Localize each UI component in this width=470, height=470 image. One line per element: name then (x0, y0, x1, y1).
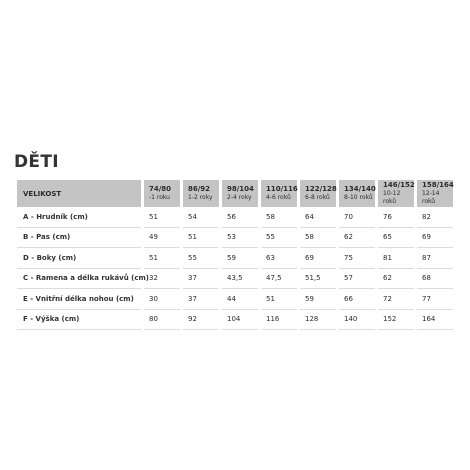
size-label: 110/116 (266, 185, 298, 193)
table-cell: 69 (417, 228, 453, 249)
age-label: 10-12 roků (383, 190, 401, 205)
table-cell: 54 (183, 207, 219, 228)
table-cell: 92 (183, 310, 219, 331)
column-header (378, 180, 414, 207)
table-cell: 51,5 (300, 269, 336, 290)
age-label: 6-8 roků (305, 194, 330, 201)
row-label: B - Pas (cm) (17, 228, 141, 249)
page-title: DĚTI (14, 152, 59, 172)
table-cell: 87 (417, 248, 453, 269)
row-label: D - Boky (cm) (17, 248, 141, 269)
table-cell: 104 (222, 310, 258, 331)
table-cell: 82 (417, 207, 453, 228)
table-cell: 72 (378, 289, 414, 310)
table-cell: 32 (144, 269, 180, 290)
table-cell: 51 (144, 207, 180, 228)
column-header (222, 180, 258, 207)
table-cell: 58 (261, 207, 297, 228)
table-cell: 51 (144, 248, 180, 269)
table-cell: 80 (144, 310, 180, 331)
table-row (17, 207, 453, 228)
table-cell: 62 (378, 269, 414, 290)
table-cell: 55 (261, 228, 297, 249)
column-header (339, 180, 375, 207)
size-label: 146/152 (383, 181, 415, 189)
table-cell: 47,5 (261, 269, 297, 290)
table-cell: 64 (300, 207, 336, 228)
column-header (261, 180, 297, 207)
table-row (17, 289, 453, 310)
table-cell: 55 (183, 248, 219, 269)
table-row (17, 269, 453, 290)
table-cell: 58 (300, 228, 336, 249)
table-cell: 68 (417, 269, 453, 290)
table-cell: 51 (261, 289, 297, 310)
column-header-size: VELIKOST (17, 180, 141, 207)
size-label: 86/92 (188, 185, 211, 193)
size-label: 74/80 (149, 185, 172, 193)
table-cell: 37 (183, 289, 219, 310)
table-cell: 65 (378, 228, 414, 249)
table-cell: 116 (261, 310, 297, 331)
table-cell: 70 (339, 207, 375, 228)
age-label: 8-10 roků (344, 194, 373, 201)
table-cell: 66 (339, 289, 375, 310)
table-cell: 44 (222, 289, 258, 310)
age-label: 12-14 roků (422, 190, 440, 205)
table-cell: 77 (417, 289, 453, 310)
size-label: 134/140 (344, 185, 376, 193)
table-row (17, 228, 453, 249)
table-cell: 59 (222, 248, 258, 269)
column-header (144, 180, 180, 207)
table-row (17, 248, 453, 269)
age-label: 1-2 roky (188, 194, 213, 201)
table-cell: 43,5 (222, 269, 258, 290)
size-chart-table (14, 180, 456, 330)
table-cell: 49 (144, 228, 180, 249)
table-cell: 128 (300, 310, 336, 331)
column-header (183, 180, 219, 207)
size-label: 122/128 (305, 185, 337, 193)
row-label: E - Vnitřní délka nohou (cm) (17, 289, 141, 310)
table-row (17, 310, 453, 331)
table-cell: 75 (339, 248, 375, 269)
table-cell: 81 (378, 248, 414, 269)
table-cell: 69 (300, 248, 336, 269)
column-header (417, 180, 453, 207)
row-label: C - Ramena a délka rukávů (cm) (17, 269, 141, 290)
age-label: 4-6 roků (266, 194, 291, 201)
header-row (17, 180, 453, 207)
table-cell: 56 (222, 207, 258, 228)
row-label: A - Hrudník (cm) (17, 207, 141, 228)
row-label: F - Výška (cm) (17, 310, 141, 331)
table-cell: 63 (261, 248, 297, 269)
size-label: 158/164 (422, 181, 454, 189)
table-cell: 62 (339, 228, 375, 249)
column-header (300, 180, 336, 207)
table-cell: 51 (183, 228, 219, 249)
table-cell: 57 (339, 269, 375, 290)
age-label: -1 roku (149, 194, 170, 201)
size-label: 98/104 (227, 185, 254, 193)
table-cell: 140 (339, 310, 375, 331)
table-cell: 53 (222, 228, 258, 249)
age-label: 2-4 roky (227, 194, 252, 201)
table-cell: 152 (378, 310, 414, 331)
table-cell: 76 (378, 207, 414, 228)
table-cell: 59 (300, 289, 336, 310)
table-cell: 37 (183, 269, 219, 290)
table-cell: 30 (144, 289, 180, 310)
table-cell: 164 (417, 310, 453, 331)
